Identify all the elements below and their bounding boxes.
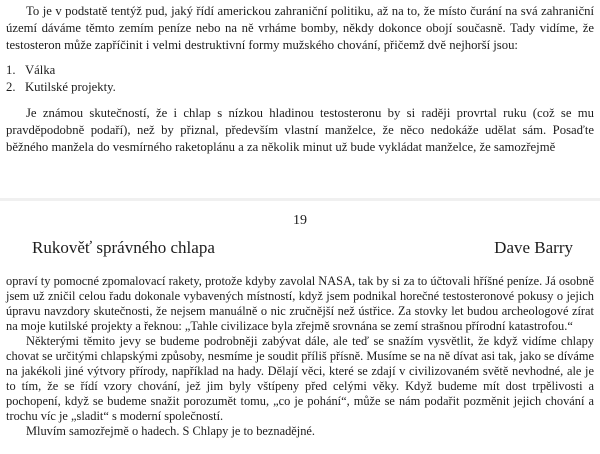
paragraph-snakes: Některými těmito jevy se budeme podrobněji zabývat dále, ale teď se snažím vysvětlit, že když vidíme chlapy chovat se určitými chlapskými způsoby, nesmíme je soudit příliš přísně. Musíme se na ně dívat asi tak, jako se díváme na jakékoli jiné výtvory přírody, například na hady. Dělají věci, které se zdají v civilizovaném světě nevhodné, ale je to tím, že se řídí vzory chování, jež jim byly vštípeny před celými věky. Když budeme mít dost trpělivosti a pochopení, když se budeme snažit porozumět tomu, „co je pohání“, může se nám podařit pozměnit jejich chování a trochu víc je „sladit“ s moderní společností. bbox=[6, 334, 594, 423]
paragraph-intro: To je v podstatě tentýž pud, jaký řídí americkou zahraniční politiku, až na to, že místo čurání na svá zahraniční území dáváme těmto zemím peníze nebo na ně vrháme bomby, někdy dokonce obojí současně. Tady vidíme, že testosteron může zapříčinit i velmi destruktivní formy mužského chování, přičemž dvě nejhorší jsou: bbox=[6, 4, 594, 52]
page-top-fragment bbox=[0, 0, 600, 156]
list-item-text: Kutilské projekty. bbox=[25, 80, 116, 94]
page-number: 19 bbox=[293, 213, 307, 228]
list-item bbox=[6, 79, 594, 96]
book-title-header: Rukověť správného chlapa bbox=[32, 238, 215, 257]
list-item bbox=[6, 62, 594, 79]
running-head bbox=[0, 237, 600, 258]
list-item-number: 2. bbox=[6, 80, 16, 94]
numbered-list bbox=[6, 62, 594, 96]
paragraph-closing: Mluvím samozřejmě o hadech. S Chlapy je to beznadějné. bbox=[26, 424, 316, 438]
list-item-text: Válka bbox=[25, 63, 56, 77]
author-header: Dave Barry bbox=[494, 238, 573, 257]
list-item-number: 1. bbox=[6, 63, 16, 77]
page-break-divider bbox=[0, 198, 600, 201]
page-header bbox=[0, 212, 600, 258]
page-bottom-fragment bbox=[0, 258, 600, 439]
paragraph-known-fact: Je známou skutečností, že i chlap s nízkou hladinou testosteronu by si raději provrtal ruku (což se mu pravděpodobně podaří), než by přiznal, především vlastní manželce, že něco nedokáže udělat sám. Posaďte běžného manžela do vesmírného raketoplánu a za několik minut už bude vykládat manželce, že samozřejmě bbox=[6, 106, 594, 154]
paragraph-continuation: opraví ty pomocné zpomalovací rakety, protože kdyby zavolal NASA, tak by si za to účtovali hříšné peníze. Já osobně jsem už zničil celou řadu dokonale vybavených místností, když jsem podnikal horečné testosteronové pokusy o jejich úpravu navzdory skutečnosti, že nejsem manuálně o nic zručnější než ústřice. Za stovky let budou archeologové zírat na moje kutilské projekty a řeknou: „Tahle civilizace byla zřejmě srovnána se zemí strašnou přírodní katastrofou.“ bbox=[6, 274, 594, 333]
